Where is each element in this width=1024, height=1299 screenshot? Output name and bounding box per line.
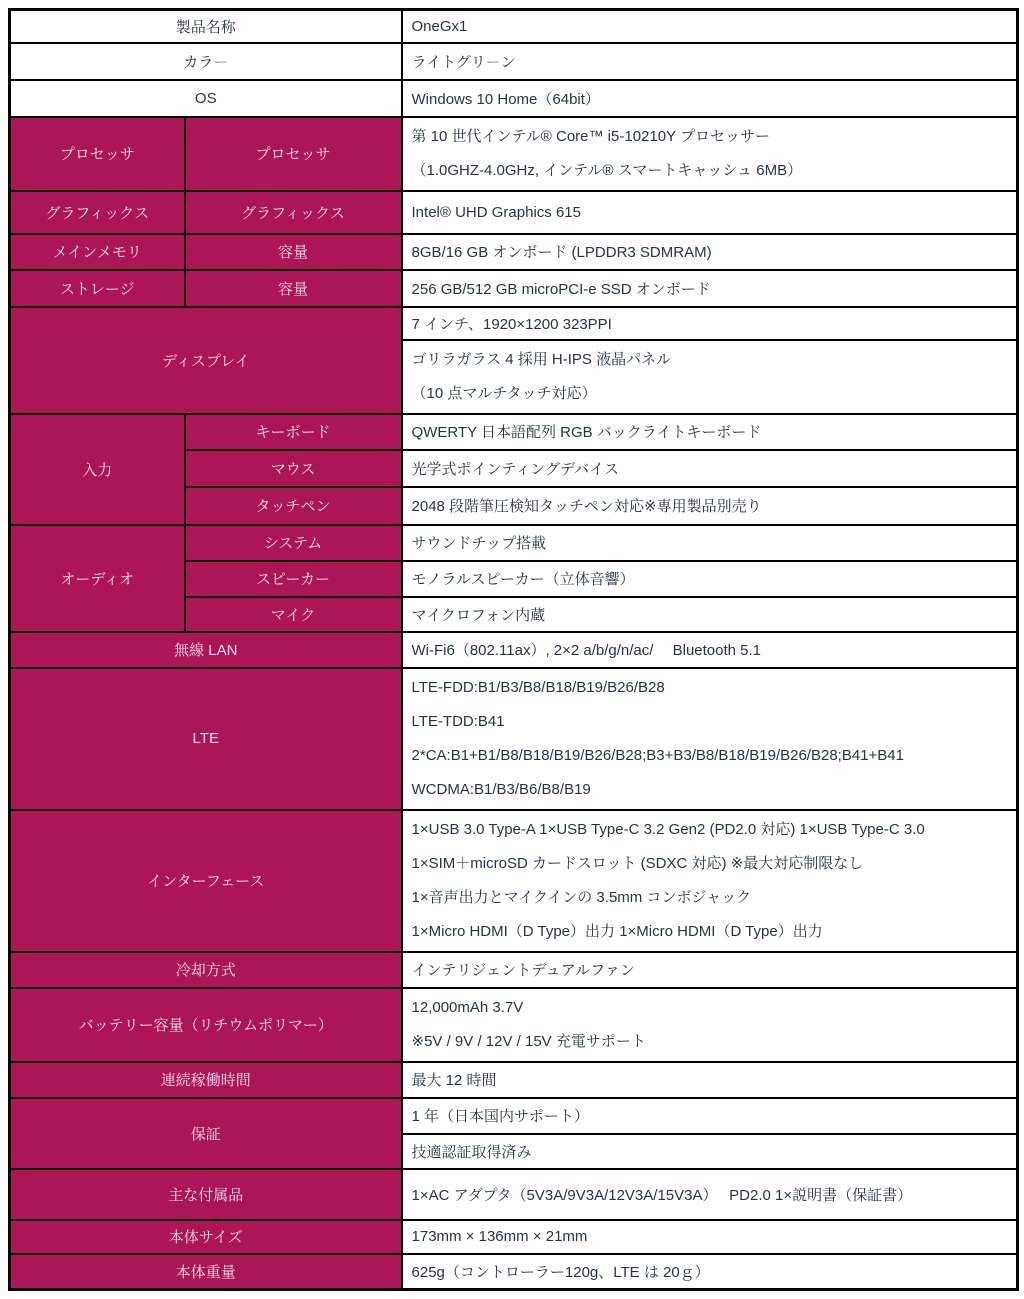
interface-value	[402, 810, 1018, 952]
graphics-sub-label: グラフィックス	[185, 191, 402, 234]
memory-value: 8GB/16 GB オンボード (LPDDR3 SDMRAM)	[402, 234, 1018, 270]
input-group-label: 入力	[10, 414, 185, 525]
cooling-label: 冷却方式	[10, 952, 402, 988]
interface-value-line: 1×SIM＋microSD カードスロット (SDXC 対応) ※最大対応制限なし	[411, 854, 864, 872]
input-touchpen-value: 2048 段階筆圧検知タッチペン対応※専用製品別売り	[402, 487, 1018, 525]
interface-value-line: 1×USB 3.0 Type-A 1×USB Type-C 3.2 Gen2 (PD2.0 対応) 1×USB Type-C 3.0	[411, 820, 925, 838]
storage-value: 256 GB/512 GB microPCI-e SSD オンボード	[402, 270, 1018, 307]
lte-value	[402, 668, 1018, 810]
battery-value-line: 12,000mAh 3.7V	[411, 998, 524, 1016]
body-weight-value: 625g（コントローラー120g、LTE は 20ｇ）	[402, 1254, 1018, 1290]
display-value-1: 7 インチ、1920×1200 323PPI	[402, 307, 1018, 340]
input-touchpen-label: タッチペン	[185, 487, 402, 525]
cooling-value: インテリジェントデュアルファン	[402, 952, 1018, 988]
processor-value-line: （1.0GHZ-4.0GHz, インテル® スマートキャッシュ 6MB）	[411, 161, 803, 179]
graphics-group-label: グラフィックス	[10, 191, 185, 234]
color-label-text: カラ	[183, 53, 214, 71]
interface-label: インターフェース	[10, 810, 402, 952]
spec-table	[8, 8, 1019, 1291]
processor-sub-label: プロセッサ	[185, 117, 402, 191]
accessories-value: 1×AC アダプタ（5V3A/9V3A/12V3A/15V3A） PD2.0 1×説明書（保証書）	[402, 1169, 1018, 1220]
wlan-label: 無線 LAN	[10, 632, 402, 668]
color-value-dash: ー	[485, 53, 501, 71]
battery-value-line: ※5V / 9V / 12V / 15V 充電サポート	[411, 1032, 646, 1050]
color-label-dash: ー	[213, 53, 229, 71]
audio-group-label: オーディオ	[10, 525, 185, 632]
accessories-label: 主な付属品	[10, 1169, 402, 1220]
color-value-tail: ン	[500, 53, 516, 71]
audio-mic-label: マイク	[185, 597, 402, 632]
body-weight-label: 本体重量	[10, 1254, 402, 1290]
warranty-value-1: 1 年（日本国内サポート）	[402, 1098, 1018, 1134]
processor-group-label: プロセッサ	[10, 117, 185, 191]
processor-value	[402, 117, 1018, 191]
memory-sub-label: 容量	[185, 234, 402, 270]
input-mouse-value: 光学式ポインティングデバイス	[402, 450, 1018, 487]
wlan-value: Wi-Fi6（802.11ax）, 2×2 a/b/g/n/ac/ Bluetooth 5.1	[402, 632, 1018, 668]
os-value: Windows 10 Home（64bit）	[402, 80, 1018, 117]
product-name-label: 製品名称	[10, 10, 402, 43]
lte-value-line: 2*CA:B1+B1/B8/B18/B19/B26/B28;B3+B3/B8/B18/B19/B26/B28;B41+B41	[411, 746, 904, 764]
input-keyboard-value: QWERTY 日本語配列 RGB バックライトキーボード	[402, 414, 1018, 450]
input-mouse-label: マウス	[185, 450, 402, 487]
audio-speaker-label: スピーカー	[185, 561, 402, 597]
graphics-value: Intel® UHD Graphics 615	[402, 191, 1018, 234]
display-value-line: ゴリラガラス 4 採用 H-IPS 液晶パネル	[411, 350, 672, 368]
lte-label: LTE	[10, 668, 402, 810]
runtime-value: 最大 12 時間	[402, 1062, 1018, 1098]
runtime-label: 連続稼働時間	[10, 1062, 402, 1098]
lte-value-line: LTE-FDD:B1/B3/B8/B18/B19/B26/B28	[411, 678, 665, 696]
audio-system-value: サウンドチップ搭載	[402, 525, 1018, 561]
battery-value	[402, 988, 1018, 1062]
storage-group-label: ストレージ	[10, 270, 185, 307]
memory-group-label: メインメモリ	[10, 234, 185, 270]
processor-value-line: 第 10 世代インテル® Core™ i5-10210Y プロセッサー	[411, 127, 770, 145]
display-value-line: （10 点マルチタッチ対応）	[411, 384, 597, 402]
product-name-value: OneGx1	[402, 10, 1018, 43]
battery-label: バッテリー容量（リチウムポリマー）	[10, 988, 402, 1062]
lte-value-line: WCDMA:B1/B3/B6/B8/B19	[411, 780, 591, 798]
audio-mic-value: マイクロフォン内蔵	[402, 597, 1018, 632]
input-keyboard-label: キーボード	[185, 414, 402, 450]
body-size-label: 本体サイズ	[10, 1220, 402, 1254]
audio-system-label: システム	[185, 525, 402, 561]
display-value-2	[402, 340, 1018, 414]
body-size-value: 173mm × 136mm × 21mm	[402, 1220, 1018, 1254]
color-value	[402, 43, 1018, 80]
storage-sub-label: 容量	[185, 270, 402, 307]
spec-sheet	[0, 8, 1024, 1291]
lte-value-line: LTE-TDD:B41	[411, 712, 505, 730]
os-label: OS	[10, 80, 402, 117]
color-label	[10, 43, 402, 80]
audio-speaker-value: モノラルスピーカー（立体音響）	[402, 561, 1018, 597]
interface-value-line: 1×音声出力とマイクインの 3.5mm コンボジャック	[411, 888, 752, 906]
warranty-label: 保証	[10, 1098, 402, 1169]
color-value-text: ライトグリ	[411, 53, 486, 71]
warranty-value-2: 技適認証取得済み	[402, 1134, 1018, 1169]
display-group-label: ディスプレイ	[10, 307, 402, 414]
interface-value-line: 1×Micro HDMI（D Type）出力 1×Micro HDMI（D Type）出力	[411, 922, 823, 940]
